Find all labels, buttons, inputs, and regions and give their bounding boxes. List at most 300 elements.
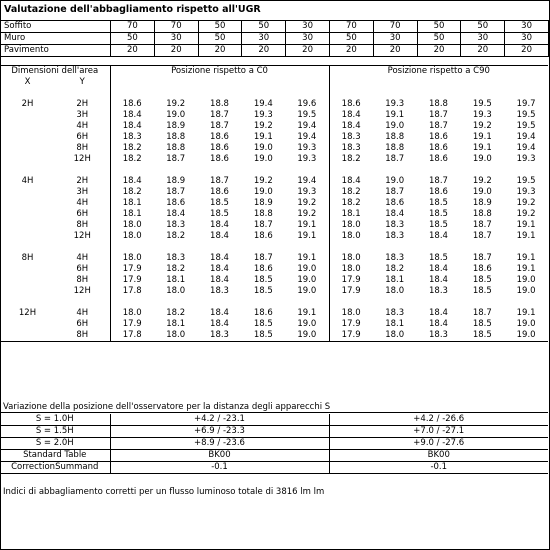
- ugr-c90-value: 19.1: [472, 143, 492, 153]
- ugr-c90-value: 18.0: [385, 286, 405, 296]
- area-x-value: [0, 187, 55, 198]
- reflectance-value: 30: [505, 33, 549, 45]
- reflectance-value: 30: [461, 33, 505, 45]
- reflectance-row: [1, 21, 549, 33]
- ugr-c0-value: 18.4: [210, 231, 229, 241]
- ugr-c0-value: 19.0: [253, 187, 273, 197]
- ugr-c0-value: 18.0: [122, 308, 142, 318]
- ugr-c0-value: 18.7: [253, 220, 273, 230]
- ugr-c0-value: 19.0: [285, 319, 329, 330]
- ugr-c0-value: 18.7: [210, 110, 229, 120]
- ugr-c0-value: 19.0: [166, 110, 186, 120]
- reflectance-value: 20: [286, 45, 330, 57]
- ugr-c90-value: 18.7: [429, 121, 448, 131]
- reflectance-value: 50: [111, 33, 155, 45]
- ugr-c0-value: 18.0: [154, 330, 198, 342]
- area-x-value: [0, 154, 55, 165]
- ugr-c90-value: 18.7: [429, 176, 448, 186]
- ugr-values-table: [0, 65, 548, 342]
- ugr-c0-value: 18.4: [122, 121, 142, 131]
- ugr-c90-value: 19.0: [472, 154, 492, 164]
- ugr-c90-value: 19.5: [472, 99, 492, 109]
- ugr-row: [0, 121, 548, 132]
- area-y-value: 8H: [55, 275, 110, 286]
- area-x-value: [0, 319, 55, 330]
- spacing-label: S = 1.5H: [0, 426, 110, 438]
- ugr-c90-value: 19.0: [516, 275, 536, 285]
- variation-table: [0, 414, 548, 474]
- ugr-c90-value: 18.2: [341, 154, 361, 164]
- ugr-c90-value: 17.9: [329, 330, 373, 342]
- ugr-c90-value: 18.7: [472, 231, 492, 241]
- area-x-value: 2H: [21, 99, 34, 109]
- x-label: X: [24, 77, 31, 87]
- area-x-value: [0, 198, 55, 209]
- area-x-value: [0, 330, 55, 342]
- area-dimensions-label: Dimensioni dell'area: [0, 66, 110, 78]
- ugr-c0-value: 18.6: [253, 231, 273, 241]
- area-y-value: 12H: [55, 286, 110, 297]
- ugr-c90-value: 18.5: [429, 253, 448, 263]
- ugr-row: [0, 209, 548, 220]
- variation-c0-value: +8.9 / -23.6: [110, 438, 329, 450]
- ugr-c90-value: 17.9: [341, 275, 361, 285]
- ugr-c0-value: 19.6: [285, 99, 329, 110]
- ugr-c0-value: 19.1: [253, 132, 273, 142]
- standard-table-c0-value: BK00: [110, 450, 329, 462]
- ugr-row: [0, 253, 548, 264]
- reflectance-value: 20: [373, 45, 417, 57]
- reflectance-value: 70: [373, 21, 417, 33]
- ugr-c0-value: 18.6: [253, 264, 273, 274]
- ugr-c0-value: 19.1: [285, 231, 329, 242]
- reflectance-value: 70: [329, 21, 373, 33]
- ugr-c0-value: 19.4: [285, 176, 329, 187]
- ugr-c0-value: 19.2: [285, 198, 329, 209]
- ugr-row: [0, 99, 548, 110]
- ugr-c0-value: 18.5: [210, 198, 229, 208]
- area-y-value: 4H: [55, 253, 110, 264]
- area-y-value: 12H: [55, 231, 110, 242]
- reflectance-value: 20: [242, 45, 286, 57]
- ugr-c0-value: 18.4: [166, 209, 186, 219]
- ugr-c90-value: 19.0: [472, 187, 492, 197]
- reflectance-value: 50: [198, 21, 242, 33]
- ugr-c90-value: 18.6: [429, 132, 448, 142]
- variation-c90-value: +9.0 / -27.6: [329, 438, 548, 450]
- reflectance-value: 30: [154, 33, 198, 45]
- variation-row: [0, 426, 548, 438]
- ugr-c0-value: 19.3: [285, 154, 329, 165]
- correction-summand-label: CorrectionSummand: [0, 462, 110, 474]
- ugr-c0-value: 19.0: [285, 286, 329, 297]
- ugr-c0-value: 18.6: [253, 308, 273, 318]
- ugr-c0-value: 18.8: [166, 132, 186, 142]
- reflectance-value: 20: [417, 45, 461, 57]
- ugr-c0-value: 18.4: [210, 220, 229, 230]
- reflectance-value: 70: [111, 21, 155, 33]
- reflectance-value: 30: [286, 33, 330, 45]
- ugr-c0-value: 18.2: [122, 143, 142, 153]
- ugr-c90-value: 18.7: [472, 220, 492, 230]
- ugr-row: [0, 143, 548, 154]
- ugr-c90-value: 18.5: [472, 286, 492, 296]
- ugr-c90-value: 19.3: [385, 99, 405, 109]
- ugr-c90-value: 18.6: [429, 143, 448, 153]
- ugr-row: [0, 187, 548, 198]
- ugr-c90-value: 18.0: [341, 220, 361, 230]
- variation-heading: Variazione della posizione dell'osservatore per la distanza degli apparecchi S: [0, 401, 548, 413]
- area-x-value: 8H: [21, 253, 34, 263]
- ugr-c90-value: 18.7: [472, 308, 492, 318]
- area-y-value: 4H: [55, 308, 110, 319]
- ugr-c90-value: 18.4: [385, 209, 405, 219]
- ugr-c0-value: 18.7: [210, 176, 229, 186]
- standard-table-row: [0, 450, 548, 462]
- ugr-c90-value: 17.9: [341, 286, 361, 296]
- ugr-c90-value: 18.5: [472, 275, 492, 285]
- ugr-c90-value: 19.1: [516, 264, 536, 274]
- ugr-c90-value: 19.5: [516, 176, 536, 186]
- area-y-value: 6H: [55, 264, 110, 275]
- ugr-c90-value: 18.6: [472, 264, 492, 274]
- area-y-value: 8H: [55, 220, 110, 231]
- ugr-c0-value: 18.0: [166, 286, 186, 296]
- ugr-c0-value: 17.9: [122, 264, 142, 274]
- variation-c90-value: +4.2 / -26.6: [329, 414, 548, 426]
- reflectance-value: 50: [198, 33, 242, 45]
- reflectance-value: 20: [111, 45, 155, 57]
- area-y-value: 6H: [55, 132, 110, 143]
- ugr-row: [0, 220, 548, 231]
- ugr-c90-value: 18.1: [385, 319, 405, 329]
- ugr-c0-value: 18.4: [122, 176, 142, 186]
- ugr-c0-value: 18.6: [122, 99, 142, 109]
- reflectance-value: 70: [154, 21, 198, 33]
- ugr-c0-value: 18.7: [166, 154, 186, 164]
- spacing-label: S = 2.0H: [0, 438, 110, 450]
- ugr-c90-value: 19.0: [385, 121, 405, 131]
- ugr-c90-value: 19.1: [385, 110, 405, 120]
- ugr-row: [0, 319, 548, 330]
- ugr-c0-value: 19.2: [285, 209, 329, 220]
- ugr-c90-value: 18.0: [341, 264, 361, 274]
- area-y-value: 12H: [55, 154, 110, 165]
- ugr-c90-value: 18.4: [429, 308, 448, 318]
- ugr-c0-value: 18.6: [166, 198, 186, 208]
- ugr-c0-value: 19.5: [285, 110, 329, 121]
- ugr-c90-value: 18.3: [429, 286, 448, 296]
- ugr-c0-value: 18.5: [241, 330, 285, 342]
- ugr-row: [0, 132, 548, 143]
- ugr-c90-value: 18.6: [385, 198, 405, 208]
- ugr-c90-value: 19.1: [516, 253, 536, 263]
- ugr-c90-value: 18.5: [429, 209, 448, 219]
- ugr-c90-value: 19.2: [516, 209, 536, 219]
- ugr-row: [0, 198, 548, 209]
- ugr-c90-value: 19.0: [516, 319, 536, 329]
- ugr-c90-value: 18.3: [385, 220, 405, 230]
- ugr-c0-value: 18.3: [122, 132, 142, 142]
- ugr-c0-value: 18.3: [210, 286, 229, 296]
- ugr-c0-value: 19.2: [166, 99, 186, 109]
- ugr-c90-value: 18.4: [429, 231, 448, 241]
- ugr-row: [0, 110, 548, 121]
- area-x-value: [0, 132, 55, 143]
- table-title: Valutazione dell'abbagliamento rispetto all'UGR: [4, 4, 261, 15]
- y-label: Y: [55, 77, 110, 88]
- ugr-c90-value: 19.2: [516, 198, 536, 208]
- ugr-c0-value: 18.7: [166, 187, 186, 197]
- ugr-c0-value: 18.0: [122, 253, 142, 263]
- ugr-c90-value: 19.0: [504, 330, 548, 342]
- reflectance-value: 30: [286, 21, 330, 33]
- ugr-c0-value: 18.6: [210, 132, 229, 142]
- ugr-c90-value: 18.5: [429, 220, 448, 230]
- ugr-c90-value: 18.8: [385, 132, 405, 142]
- reflectance-value: 50: [417, 21, 461, 33]
- ugr-c0-value: 19.1: [285, 253, 329, 264]
- reflectance-row-label: Muro: [1, 33, 111, 45]
- ugr-c90-value: 18.3: [341, 132, 361, 142]
- area-y-value: 4H: [55, 121, 110, 132]
- c0-position-label: Posizione rispetto a C0: [110, 66, 329, 78]
- ugr-c0-value: 18.5: [253, 286, 273, 296]
- ugr-c90-value: 18.7: [429, 110, 448, 120]
- ugr-c90-value: 19.1: [472, 132, 492, 142]
- area-x-value: [0, 110, 55, 121]
- ugr-c90-value: 18.3: [341, 143, 361, 153]
- ugr-c90-value: 18.4: [341, 121, 361, 131]
- reflectance-row-label: Soffito: [1, 21, 111, 33]
- area-y-value: 3H: [55, 187, 110, 198]
- variation-row: [0, 414, 548, 426]
- ugr-c90-value: 19.1: [516, 220, 536, 230]
- ugr-c0-value: 18.2: [166, 231, 186, 241]
- correction-summand-c90-value: -0.1: [329, 462, 548, 474]
- ugr-c0-value: 18.9: [166, 121, 186, 131]
- ugr-row: [0, 330, 548, 342]
- area-x-value: [0, 231, 55, 242]
- ugr-c0-value: 18.8: [210, 99, 229, 109]
- ugr-c90-value: 18.9: [472, 198, 492, 208]
- ugr-c0-value: 19.2: [253, 121, 273, 131]
- ugr-c0-value: 17.9: [122, 275, 142, 285]
- reflectance-value: 20: [505, 45, 549, 57]
- ugr-c90-value: 17.9: [341, 319, 361, 329]
- ugr-c90-value: 18.5: [472, 319, 492, 329]
- reflectance-value: 50: [461, 21, 505, 33]
- ugr-c0-value: 17.8: [122, 286, 142, 296]
- ugr-c0-value: 18.3: [198, 330, 242, 342]
- area-y-value: 2H: [55, 176, 110, 187]
- ugr-c0-value: 19.2: [253, 176, 273, 186]
- ugr-c0-value: 18.5: [253, 275, 273, 285]
- ugr-c90-value: 18.2: [385, 264, 405, 274]
- area-y-value: 6H: [55, 209, 110, 220]
- area-x-value: [0, 143, 55, 154]
- ugr-c0-value: 19.3: [253, 110, 273, 120]
- ugr-c0-value: 18.2: [166, 308, 186, 318]
- ugr-c90-value: 18.4: [341, 176, 361, 186]
- area-y-value: 4H: [55, 198, 110, 209]
- ugr-c0-value: 18.0: [122, 231, 142, 241]
- ugr-c0-value: 18.4: [210, 319, 229, 329]
- ugr-c0-value: 19.0: [285, 264, 329, 275]
- area-x-value: [0, 209, 55, 220]
- ugr-c90-value: 18.2: [341, 187, 361, 197]
- ugr-c90-value: 19.7: [516, 99, 536, 109]
- ugr-c90-value: 19.2: [472, 176, 492, 186]
- correction-summand-row: [0, 462, 548, 474]
- ugr-c0-value: 19.4: [285, 121, 329, 132]
- ugr-c90-value: 19.0: [385, 176, 405, 186]
- ugr-row: [0, 286, 548, 297]
- ugr-c90-value: 18.4: [429, 264, 448, 274]
- variation-c0-value: +6.9 / -23.3: [110, 426, 329, 438]
- ugr-c90-value: 18.8: [472, 209, 492, 219]
- ugr-c90-value: 18.2: [341, 198, 361, 208]
- area-x-value: 4H: [21, 176, 34, 186]
- ugr-c90-value: 18.7: [385, 187, 405, 197]
- ugr-c0-value: 19.0: [253, 143, 273, 153]
- ugr-c0-value: 18.0: [122, 220, 142, 230]
- reflectance-value: 20: [329, 45, 373, 57]
- ugr-c0-value: 18.2: [166, 264, 186, 274]
- ugr-c90-value: 18.4: [429, 275, 448, 285]
- reflectance-value: 20: [154, 45, 198, 57]
- area-x-value: [0, 121, 55, 132]
- ugr-c0-value: 18.1: [122, 209, 142, 219]
- ugr-c90-value: 18.7: [472, 253, 492, 263]
- ugr-c90-value: 19.4: [516, 132, 536, 142]
- ugr-c90-value: 18.1: [341, 209, 361, 219]
- area-x-value: [0, 264, 55, 275]
- reflectance-header-table: [0, 20, 549, 57]
- ugr-row: [0, 275, 548, 286]
- ugr-c0-value: 18.2: [122, 187, 142, 197]
- ugr-c90-value: 19.1: [516, 308, 536, 318]
- ugr-c0-value: 17.8: [110, 330, 154, 342]
- ugr-c90-value: 18.0: [341, 231, 361, 241]
- reflectance-value: 30: [242, 33, 286, 45]
- area-y-value: 2H: [55, 99, 110, 110]
- ugr-c90-value: 19.3: [516, 187, 536, 197]
- ugr-c0-value: 18.9: [166, 176, 186, 186]
- reflectance-value: 20: [198, 45, 242, 57]
- ugr-c90-value: 19.5: [516, 110, 536, 120]
- ugr-c0-value: 18.8: [253, 209, 273, 219]
- ugr-c0-value: 17.9: [122, 319, 142, 329]
- ugr-c0-value: 18.9: [253, 198, 273, 208]
- ugr-c0-value: 18.1: [166, 319, 186, 329]
- ugr-c90-value: 18.3: [385, 308, 405, 318]
- reflectance-value: 50: [242, 21, 286, 33]
- area-x-value: [0, 275, 55, 286]
- reflectance-value: 20: [461, 45, 505, 57]
- ugr-c90-value: 18.8: [429, 99, 448, 109]
- ugr-c0-value: 18.3: [166, 220, 186, 230]
- ugr-c0-value: 19.0: [253, 154, 273, 164]
- ugr-c0-value: 19.1: [285, 220, 329, 231]
- reflectance-value: 30: [505, 21, 549, 33]
- footnote: Indici di abbagliamento corretti per un flusso luminoso totale di 3816 lm lm: [3, 487, 325, 497]
- ugr-c90-value: 18.3: [385, 231, 405, 241]
- ugr-c0-value: 19.3: [285, 143, 329, 154]
- ugr-c0-value: 18.5: [210, 209, 229, 219]
- ugr-c90-value: 18.0: [341, 308, 361, 318]
- reflectance-row: [1, 33, 549, 45]
- ugr-c0-value: 18.1: [122, 198, 142, 208]
- ugr-c0-value: 18.6: [210, 154, 229, 164]
- ugr-c0-value: 18.4: [210, 264, 229, 274]
- correction-summand-c0-value: -0.1: [110, 462, 329, 474]
- ugr-c90-value: 18.6: [429, 187, 448, 197]
- ugr-c0-value: 18.6: [210, 143, 229, 153]
- variation-c90-value: +7.0 / -27.1: [329, 426, 548, 438]
- ugr-c0-value: 19.0: [285, 275, 329, 286]
- ugr-c0-value: 18.6: [210, 187, 229, 197]
- ugr-c0-value: 19.4: [285, 132, 329, 143]
- area-x-value: [0, 220, 55, 231]
- reflectance-value: 50: [417, 33, 461, 45]
- reflectance-row-label: Pavimento: [1, 45, 111, 57]
- ugr-c90-value: 18.5: [429, 198, 448, 208]
- variation-c0-value: +4.2 / -23.1: [110, 414, 329, 426]
- reflectance-value: 30: [373, 33, 417, 45]
- ugr-c90-value: 18.7: [385, 154, 405, 164]
- ugr-c90-value: 18.0: [341, 253, 361, 263]
- ugr-c0-value: 19.4: [253, 99, 273, 109]
- ugr-c0-value: 18.3: [166, 253, 186, 263]
- ugr-c90-value: 18.3: [385, 253, 405, 263]
- standard-table-label: Standard Table: [0, 450, 110, 462]
- ugr-c0-value: 18.8: [166, 143, 186, 153]
- area-x-value: [0, 286, 55, 297]
- ugr-c90-value: 18.6: [341, 99, 361, 109]
- variation-row: [0, 438, 548, 450]
- area-y-value: 8H: [55, 143, 110, 154]
- ugr-c0-value: 18.7: [253, 253, 273, 263]
- ugr-c90-value: 19.0: [516, 286, 536, 296]
- ugr-c0-value: 18.4: [210, 275, 229, 285]
- c90-position-label: Posizione rispetto a C90: [329, 66, 548, 78]
- ugr-c90-value: 19.3: [516, 154, 536, 164]
- reflectance-row: [1, 45, 549, 57]
- ugr-c0-value: 19.3: [285, 187, 329, 198]
- ugr-c90-value: 19.4: [516, 143, 536, 153]
- ugr-row: [0, 231, 548, 242]
- ugr-c90-value: 19.2: [472, 121, 492, 131]
- ugr-c0-value: 19.1: [285, 308, 329, 319]
- ugr-row: [0, 176, 548, 187]
- standard-table-c90-value: BK00: [329, 450, 548, 462]
- area-y-value: 6H: [55, 319, 110, 330]
- ugr-c0-value: 18.4: [122, 110, 142, 120]
- ugr-row: [0, 154, 548, 165]
- ugr-row: [0, 308, 548, 319]
- ugr-c90-value: 19.5: [516, 121, 536, 131]
- ugr-c0-value: 18.7: [210, 121, 229, 131]
- ugr-c0-value: 18.1: [166, 275, 186, 285]
- area-y-value: 3H: [55, 110, 110, 121]
- ugr-c90-value: 18.0: [373, 330, 417, 342]
- ugr-row: [0, 264, 548, 275]
- ugr-c0-value: 18.4: [210, 308, 229, 318]
- ugr-c90-value: 18.4: [429, 319, 448, 329]
- ugr-c0-value: 18.4: [210, 253, 229, 263]
- ugr-c90-value: 18.6: [429, 154, 448, 164]
